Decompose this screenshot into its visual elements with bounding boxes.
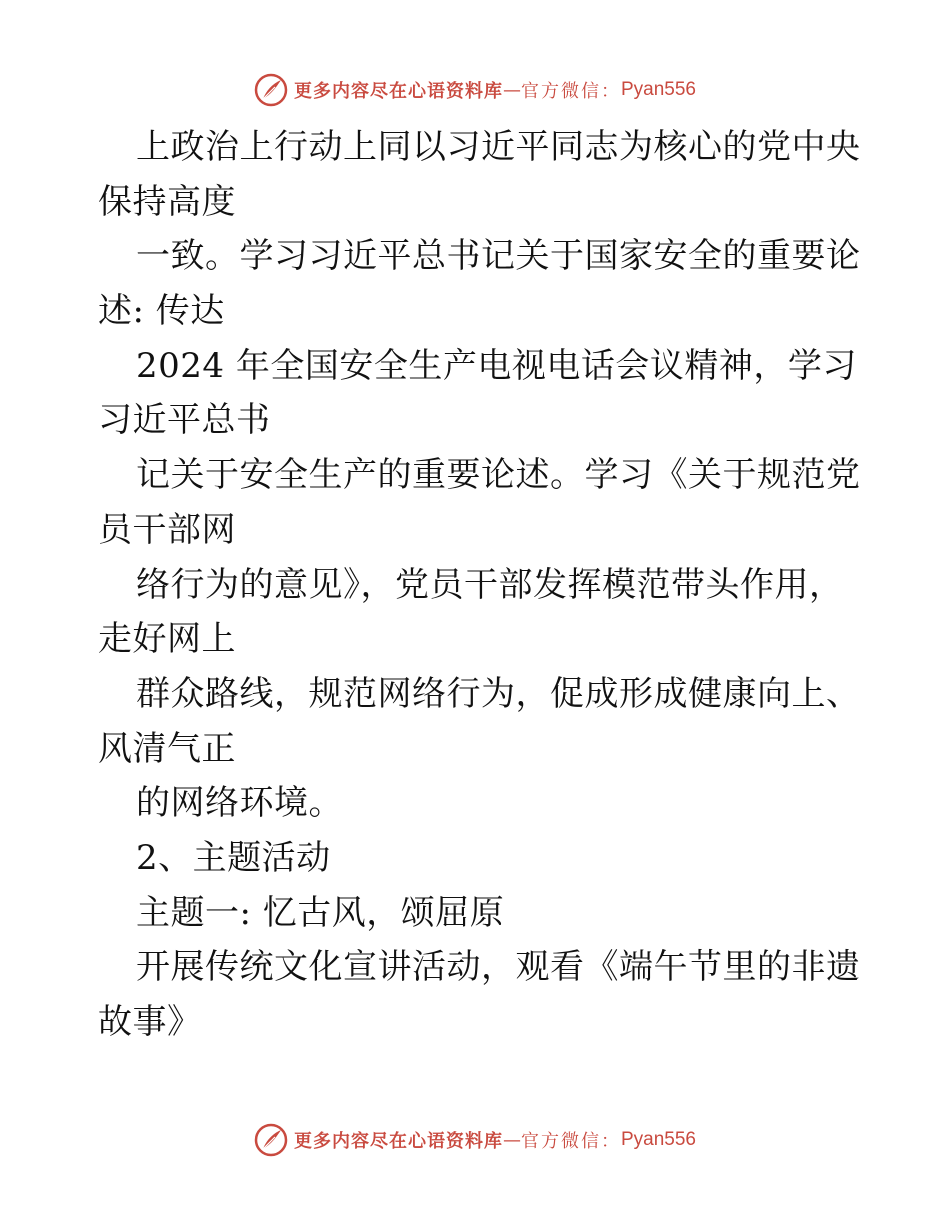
body-line: 保持高度	[98, 181, 236, 222]
body-line: 故事》	[98, 1002, 202, 1042]
body-line: 的网络环境。	[136, 783, 343, 824]
subsection-heading: 主题一: 忆古风，颂屈原	[136, 892, 505, 933]
body-line: 络行为的意见》，党员干部发挥模范带头作用，	[136, 564, 844, 605]
header-banner	[0, 70, 950, 110]
document-body	[98, 120, 861, 1050]
body-line: 群众路线，规范网络行为，促成形成健康向上、	[136, 673, 861, 714]
body-line: 开展传统文化宣讲活动，观看《端午节里的非遗	[136, 947, 861, 988]
feather-pen-icon	[254, 73, 288, 107]
feather-pen-icon	[254, 1123, 288, 1157]
footer-wechat-label: 官方微信：	[520, 1131, 621, 1152]
footer-dash: —	[502, 1129, 521, 1151]
body-line: 记关于安全生产的重要论述。学习《关于规范党	[136, 455, 861, 496]
body-line: 风清气正	[98, 728, 236, 769]
header-dash: —	[502, 79, 521, 101]
body-line: 上政治上行动上同以习近平同志为核心的党中央	[136, 127, 861, 167]
footer-title: 更多内容尽在心语资料库	[293, 1131, 503, 1152]
footer-banner	[0, 1120, 950, 1160]
body-line: 述: 传达	[98, 291, 225, 332]
header-wechat-id: Pyan556	[620, 79, 696, 100]
body-line: 一致。学习习近平总书记关于国家安全的重要论	[136, 236, 861, 277]
section-heading: 2、主题活动	[136, 837, 331, 878]
body-line: 2024 年全国安全生产电视电话会议精神，学习	[136, 345, 857, 386]
header-title: 更多内容尽在心语资料库	[293, 81, 503, 102]
body-line: 员干部网	[98, 509, 236, 550]
body-line: 习近平总书	[98, 400, 271, 441]
header-wechat-label: 官方微信：	[520, 81, 621, 102]
footer-wechat-id: Pyan556	[620, 1129, 696, 1150]
body-line: 走好网上	[98, 619, 236, 660]
